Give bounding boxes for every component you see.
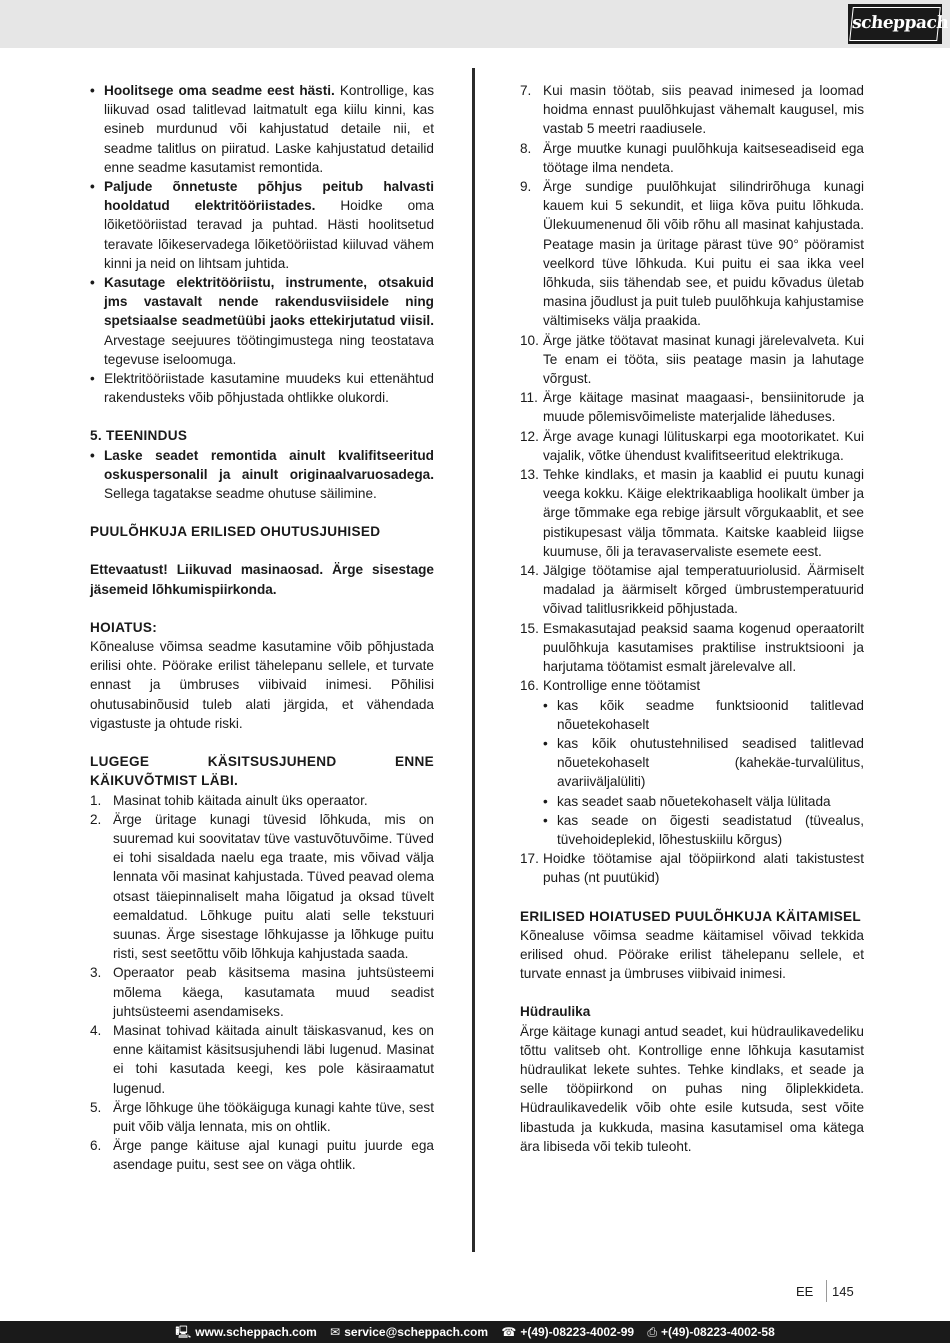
page-footer <box>783 1282 863 1302</box>
warning-text: Kõnealuse võimsa seadme kasutamine võib põhjustada erilisi ohte. Pöörake erilist tähelepanu sellele, et turvate ennast ja ümbruses viibivaid inimesi. Põhilisi ohutusabinõusid tuleb alati järgida, et vähendada vigastuste ja ohtude riski. <box>90 639 434 731</box>
list-item: 5. Ärge lõhkuge ühe töökäiguga kunagi kahte tüve, sest puit võib välja lennata, mis on ohtlik. <box>90 1099 434 1134</box>
list-item: 2. Ärge üritage kunagi tüvesid lõhkuda, mis on suuremad kui soovitatav tüve vastuvõtuvõime. Tüved ei tohi sisaldada naelu ega traate, mis võivad välja lennata või masinat kahjustada. Tüved peavad olema otsast täiepinnaliselt maha lõigatud ja oksad tüvelt eemaldatud. Lõhkuge puitu alati selle tekstuuri suunas. Ärge sisestage lõhkujasse ja lõhkuge puitu risti, sest seetõttu võib lõhkuja kahjustada saada. <box>90 811 434 962</box>
sub-item: • kas kõik seadme funktsioonid talitlevad nõuetekohaselt <box>543 696 864 734</box>
phone-icon: ☎ <box>501 1325 517 1339</box>
caution-text: Ettevaatust! Liikuvad masinaosad. Ärge sisestage jäsemeid lõhkumispiirkonda. <box>90 562 434 597</box>
left-column <box>90 81 434 1175</box>
list-item: 3. Operaator peab käsitsema masina juhtsüsteemi mõlema käega, kasutamata muud seadist juhtsüsteemi asendamiseks. <box>90 965 434 1019</box>
list-item: 6. Ärge pange käituse ajal kunagi puitu juurde ega asendage puitu, sest see on väga ohtlik. <box>90 1138 434 1173</box>
list-item: 11. Ärge käitage masinat maagaasi-, bensiinitorude ja muude põlemisvõimeliste materjalide läheduses. <box>520 390 864 425</box>
phone-number: ☎ +(49)-08223-4002-99 <box>501 1321 634 1343</box>
special-safety-heading: PUULÕHKUJA ERILISED OHUTUSJUHISED <box>90 524 381 540</box>
header-bar <box>0 0 950 48</box>
bullet-item: • Kasutage elektritööriistu, instrumente, otsakuid jms vastavalt nende rakendusviisidele ning spetsiaalse seadmetüübi jaoks ettekirjutatud viisil. Arvestage seejuures töötingimustega ning teostatava tegevuse iseloomuga. <box>90 273 434 369</box>
rules-list-right <box>520 81 864 888</box>
website-link[interactable]: 🖳 www.scheppach.com <box>175 1321 317 1343</box>
list-item: 9. Ärge sundige puulõhkujat silindrirõhuga kunagi kauem kui 5 sekundit, et liiga kõva puitu lõhkuda. Ülekuumenenud õli võib rõhu all masinat kahjustada. Peatage masin ja üritage pärast tüve 90° pööramist veelkord tüve lõhkuda. Kui puitu ei saa ikka veel lõhkuda, siis tähendab see, et puidu kõvadus ületab masina jõudlust ja puit tuleb puulõhkuja kahjustamise vältimiseks välja praakida. <box>520 179 864 329</box>
bullet-item: • Paljude õnnetuste põhjus peitub halvasti hooldatud elektritööriistades. Hoidke oma lõiketööriistad teravad ja puhtad. Hästi hoolitsetud teravate lõikeservadega lõiketööriistad kiiluvad vähem kinni ja neid on lihtsam juhtida. <box>90 177 434 273</box>
list-item: 1. Masinat tohib käitada ainult üks operaator. <box>90 792 368 808</box>
list-item: 15. Esmakasutajad peaksid saama kogenud operaatorilt puulõhkuja kasutamises praktilise instruktsiooni ja harjutama töötamist esmalt järelevalve all. <box>520 620 864 675</box>
mail-icon: ✉ <box>330 1325 341 1339</box>
rules-list-left <box>90 791 434 1175</box>
page-number: 145 <box>832 1284 854 1299</box>
bullet-item: • Hoolitsege oma seadme eest hästi. Kontrollige, kas liikuvad osad talitlevad laitmatult ega kiilu kinni, kas esineb murdunud või kahjustatud detaile nii, et seadme talitlus on piiratud. Laske kahjustatud detailid enne seadme kasutamist remontida. <box>90 81 434 177</box>
email-link[interactable]: ✉ service@scheppach.com <box>330 1321 488 1343</box>
fax-icon: ⎙ <box>647 1325 658 1339</box>
service-bullets <box>90 446 434 504</box>
hydraulics-heading: Hüdraulika <box>520 1004 591 1020</box>
read-manual-heading: LUGEGE KÄSITSUSJUHEND ENNE KÄIKUVÕTMIST LÄBI. <box>90 754 434 789</box>
special-warnings-heading: ERILISED HOIATUSED PUULÕHKUJA KÄITAMISEL <box>520 908 862 924</box>
sub-item: • kas seadet saab nõuetekohaselt välja lülitada <box>543 792 864 811</box>
service-heading: 5. TEENINDUS <box>90 428 188 444</box>
sub-item: • kas seade on õigesti seadistatud (tüvealus, tüvehoideplekid, lõhestuskiilu kõrgus) <box>543 811 864 849</box>
list-item: 16. Kontrollige enne töötamist • kas kõik seadme funktsioonid talitlevad nõuetekohaselt • kas kõik ohutustehnilised seadised talitlevad nõuetekohaselt (kahekäe-turvalülitus, avariiväljalüliti) • kas seadet saab nõuetekohaselt välja lülitada • kas seade on õigesti seadistatud (tüvealus, tüvehoideplekid, lõhestuskiilu kõrgus) <box>520 676 864 849</box>
check-sub-list <box>543 696 864 850</box>
computer-icon: 🖳 <box>175 1325 192 1339</box>
list-item: 8. Ärge muutke kunagi puulõhkuja kaitseseadiseid ega töötage ilma nendeta. <box>520 140 864 175</box>
fax-number: ⎙ +(49)-08223-4002-58 <box>647 1321 774 1343</box>
special-warnings-text: Kõnealuse võimsa seadme käitamisel võivad tekkida erilised ohud. Pöörake erilist tähelepanu sellele, et turvate ennast ja ümbruses viibivaid inimesi. <box>520 927 864 982</box>
logo-text: scheppach <box>849 7 941 41</box>
list-item: 4. Masinat tohivad käitada ainult täiskasvanud, kes on enne käitamist käsitsusjuhendi läbi lugenud. Masinat ei tohi kasutada keegi, kes pole käsiraamatut lugenud. <box>90 1022 434 1096</box>
maintenance-bullets <box>90 81 434 407</box>
column-divider <box>472 68 475 1252</box>
list-item: 7. Kui masin töötab, siis peavad inimesed ja loomad hoidma ennast puulõhkujast vähemalt kaugusel, mis vastab 5 meetri raadiusele. <box>520 83 864 137</box>
bullet-item: • Laske seadet remontida ainult kvalifitseeritud oskuspersonalil ja ainult originaalvaruosadega. Sellega tagatakse seadme ohutuse säilimine. <box>90 446 434 504</box>
warning-heading: HOIATUS: <box>90 619 158 635</box>
list-item: 12. Ärge avage kunagi lülituskarpi ega mootorikatet. Kui vajalik, võtke ühendust kvalifitseeritud elektrikuga. <box>520 428 864 463</box>
list-item: 10. Ärge jätke töötavat masinat kunagi järelevalveta. Kui Te enam ei tööta, siis peatage masin ja lahutage võrgust. <box>520 332 864 387</box>
list-item: 17. Hoidke töötamise ajal tööpiirkond alati takistustest puhas (nt puutükid) <box>520 851 864 886</box>
hydraulics-text: Ärge käitage kunagi antud seadet, kui hüdraulikavedeliku tõttu valitseb oht. Kontrollige enne lõhkuja kasutamist hüdraulikat lekete suhtes. Tehke kindlaks, et seade ja selle tööpiirkond on puhas ning õliplekkideta. Hüdraulikavedelik võib ohte esile kutsuda, sest võite libastuda ja kukkuda, masina kasutamisel oma kätega ära libiseda või tekib tuleoht. <box>520 1023 864 1154</box>
list-item: 14. Jälgige töötamise ajal temperatuuriolusid. Äärmiselt madalad ja äärmiselt kõrged ümbrustemperatuurid võivad talitlusrikkeid põhjustada. <box>520 563 864 617</box>
footer-separator <box>826 1280 827 1302</box>
sub-item: • kas kõik ohutustehnilised seadised talitlevad nõuetekohaselt (kahekäe-turvalülitus, avariiväljalüliti) <box>543 734 864 792</box>
contact-bar <box>0 1321 950 1343</box>
bullet-item: • Elektritööriistade kasutamine muudeks kui ettenähtud rakendusteks võib põhjustada ohtlikke olukordi. <box>90 369 434 407</box>
language-code: EE <box>796 1284 814 1299</box>
right-column <box>520 81 864 1156</box>
list-item: 13. Tehke kindlaks, et masin ja kaablid ei puutu kunagi veega kokku. Käige elektrikaabliga hoolikalt ümber ja ärge tõmmake ega rebige järsult võrgukaablit, et see pistikupesast välja tõmmata. Kaitske kaableid liigse kuumuse, õli ja teravaservaliste esemete eest. <box>520 467 864 559</box>
scheppach-logo <box>848 4 950 44</box>
